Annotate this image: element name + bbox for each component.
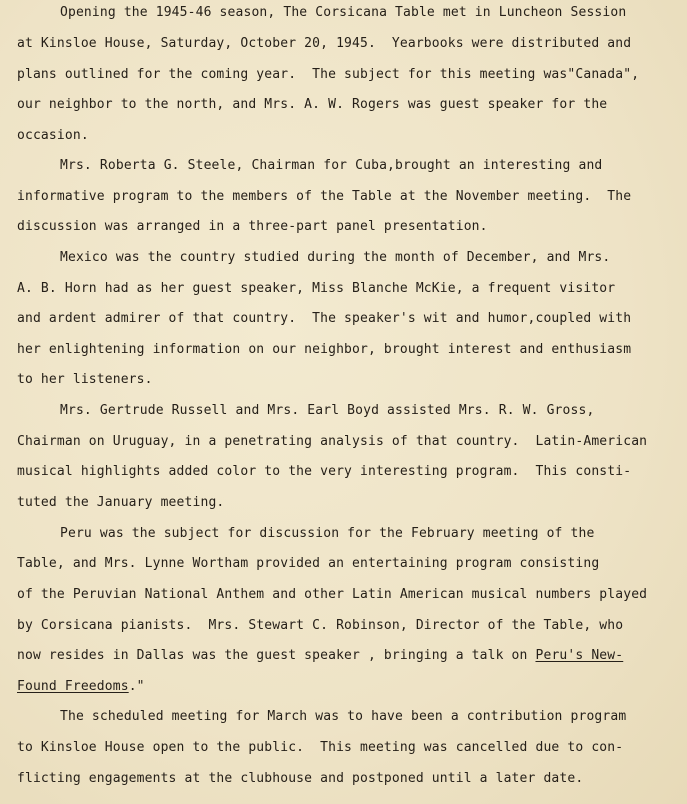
text-line: tuted the January meeting. [17, 495, 225, 510]
text-line: our neighbor to the north, and Mrs. A. W. Rogers was guest speaker for the [17, 97, 608, 112]
text-line: Chairman on Uruguay, in a penetrating analysis of that country. Latin-American [17, 434, 648, 449]
text-line: of the Peruvian National Anthem and other Latin American musical numbers played [17, 587, 648, 602]
text-segment: ." [128, 679, 145, 694]
talk-title-underlined-continued: Found Freedoms [17, 679, 129, 694]
text-line: Table, and Mrs. Lynne Wortham provided an entertaining program consisting [17, 556, 600, 571]
talk-title-underlined: Peru's New- [535, 648, 624, 663]
text-line: informative program to the members of the Table at the November meeting. The [17, 189, 632, 204]
text-line: to her listeners. [17, 372, 153, 387]
text-line: and ardent admirer of that country. The speaker's wit and humor,coupled with [17, 311, 632, 326]
text-line: to Kinsloe House open to the public. This meeting was cancelled due to con- [17, 740, 624, 755]
text-line: her enlightening information on our neighbor, brought interest and enthusiasm [17, 342, 632, 357]
text-line: flicting engagements at the clubhouse and postponed until a later date. [17, 771, 584, 786]
text-line: Mexico was the country studied during the month of December, and Mrs. [60, 250, 611, 265]
text-line: The scheduled meeting for March was to have been a contribution program [60, 709, 627, 724]
text-line: occasion. [17, 128, 89, 143]
text-line: Mrs. Gertrude Russell and Mrs. Earl Boyd assisted Mrs. R. W. Gross, [60, 403, 595, 418]
text-line: Mrs. Roberta G. Steele, Chairman for Cuba,brought an interesting and [60, 158, 603, 173]
text-line: A. B. Horn had as her guest speaker, Miss Blanche McKie, a frequent visitor [17, 281, 616, 296]
text-line: discussion was arranged in a three-part panel presentation. [17, 219, 488, 234]
text-line: by Corsicana pianists. Mrs. Stewart C. Robinson, Director of the Table, who [17, 618, 624, 633]
text-line: Peru was the subject for discussion for the February meeting of the [60, 526, 595, 541]
text-line [17, 647, 623, 665]
text-line: at Kinsloe House, Saturday, October 20, 1945. Yearbooks were distributed and [17, 36, 632, 51]
text-line: Opening the 1945-46 season, The Corsicana Table met in Luncheon Session [60, 5, 627, 20]
text-line [17, 678, 145, 696]
text-segment: now resides in Dallas was the guest speaker , bringing a talk on [17, 648, 536, 663]
text-line: musical highlights added color to the very interesting program. This consti- [17, 464, 632, 479]
text-line: plans outlined for the coming year. The subject for this meeting was"Canada", [17, 67, 640, 82]
